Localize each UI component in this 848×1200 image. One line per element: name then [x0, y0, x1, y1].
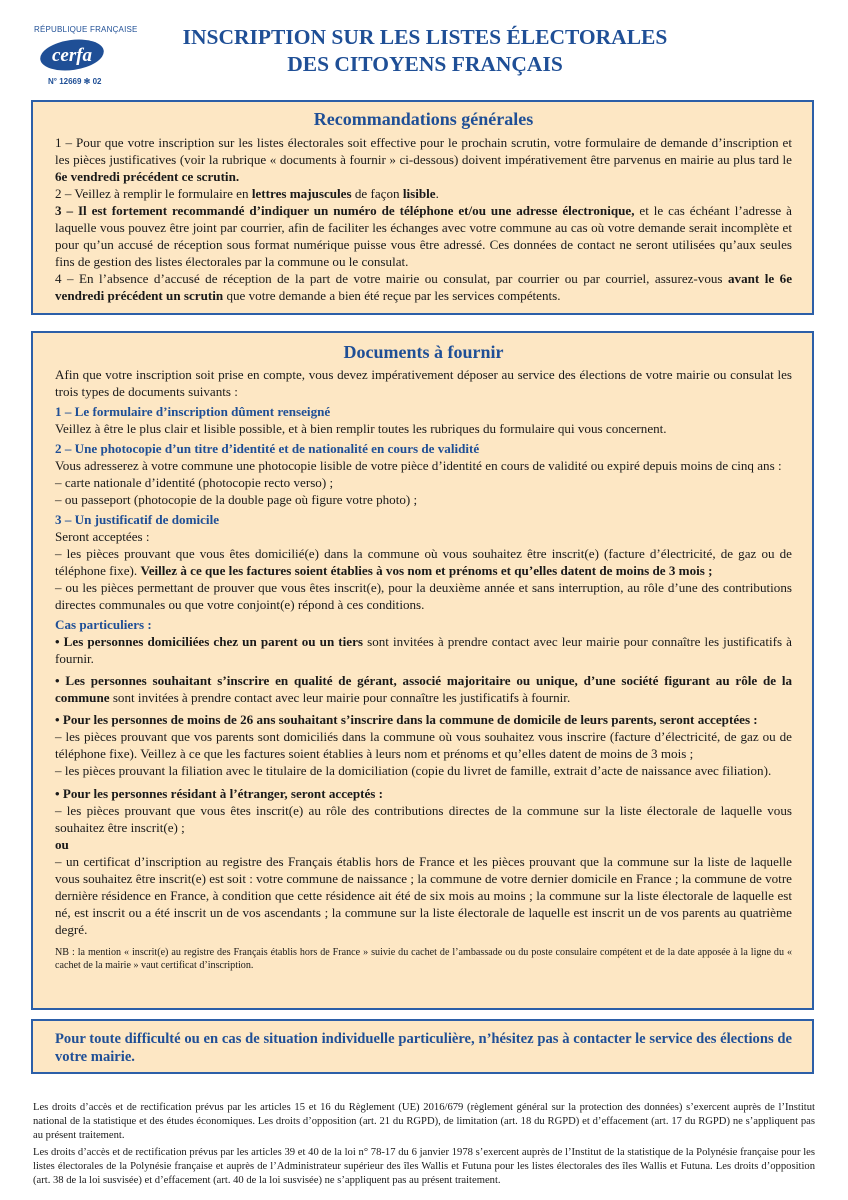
cas-4-or-text: ou [55, 837, 69, 852]
section-3-intro: Seront acceptées : [55, 529, 150, 544]
title-line-2: DES CITOYENS FRANÇAIS [287, 52, 563, 76]
contact-text: Pour toute difficulté ou en cas de situation individuelle particulière, n’hésitez pas à contacter le service des élections de votre mairie. [55, 1031, 792, 1065]
reco-item-2-text2: de façon [351, 186, 403, 201]
documents-intro: Afin que votre inscription soit prise en compte, vous devez impérativement déposer au service des élections de votre mairie ou consulat les trois types de documents suivants : [55, 367, 792, 399]
documents-title: Documents à fournir [343, 342, 504, 362]
legal-footer [33, 1101, 815, 1188]
reco-item-2-text: 2 – Veillez à remplir le formulaire en [55, 186, 252, 201]
form-header [0, 0, 848, 100]
cerfa-logo-text: cerfa [51, 45, 93, 66]
section-3-item-1-emph: Veillez à ce que les factures soient établies à vos nom et prénoms et qu’elles datent de moins de 3 mois ; [140, 563, 713, 578]
cas-particuliers-title: Cas particuliers : [55, 617, 152, 632]
section-2-item-1: – carte nationale d’identité (photocopie recto verso) ; [55, 475, 334, 490]
reco-item-2-emph2: lisible [402, 186, 436, 201]
cas-3-emph: • Pour les personnes de moins de 26 ans souhaitant s’inscrire dans la commune de domicile de leurs parents, seront acceptées : [55, 712, 758, 727]
reco-item-2 [55, 185, 792, 202]
section-1-text: Veillez à être le plus clair et lisible possible, et à bien remplir toutes les rubriques du formulaire qui vous concernent. [55, 421, 667, 436]
cas-3-title [55, 711, 792, 728]
section-3-item-1-text: – les pièces prouvant que vous êtes domicilié(e) dans la commune où vous souhaitez être inscrit(e) (facture d’électricité, de gaz ou de téléphone fixe). [55, 546, 792, 578]
cas-2-text: sont invitées à prendre contact avec leur mairie pour connaître les justificatifs à fournir. [109, 690, 571, 705]
reco-item-1-text: 1 – Pour que votre inscription sur les listes électorales soit effective pour le prochain scrutin, votre formulaire de demande d’inscription et les pièces justificatives (voir la rubrique « documents à fournir » ci-dessous) doivent impérativement être parvenus en mairie au plus tard le [55, 135, 792, 167]
cas-1-text: sont invitées à prendre contact avec leur mairie pour connaître les justificatifs à fournir. [55, 634, 792, 666]
recommandations-title: Recommandations générales [313, 109, 534, 129]
recommandations-box [31, 100, 814, 315]
reco-item-3 [55, 202, 792, 270]
documents-box [31, 331, 814, 1010]
section-2-title: 2 – Une photocopie d’un titre d’identité et de nationalité en cours de validité [55, 441, 480, 456]
contact-box [31, 1019, 814, 1074]
nb-note: NB : la mention « inscrit(e) au registre des Français établis hors de France » suivie du cachet de l’ambassade ou du poste consulaire compétent et de la date apposée à la ligne du « cachet de la mairie » vaut certificat d’inscription. [55, 947, 792, 971]
legal-paragraph-2: Les droits d’accès et de rectification prévus par les articles 39 et 40 de la loi n° 78-17 du 6 janvier 1978 s’exercent auprès de l’Institut de la statistique de la Polynésie française pour les listes électorales de la Polynésie française et auprès de l’Administrateur supérieur des îles Wallis et Futuna pour les listes électorales des îles Wallis et Futuna. Les droits d’opposition (art. 38 de la loi susvisée) et d’effacement (art. 40 de la loi susvisée) ne s’appliquent pas au présent traitement. [33, 1147, 815, 1186]
reco-item-2-end: . [435, 186, 439, 201]
reco-item-4 [55, 270, 792, 304]
cas-4-title [55, 785, 792, 802]
cas-1-emph: • Les personnes domiciliées chez un parent ou un tiers [55, 634, 364, 649]
section-3-item-2: – ou les pièces permettant de prouver que vous êtes inscrit(e), pour la deuxième année et sans interruption, au rôle d’une des contributions directes communales ou que votre conjoint(e) répond à ces conditions. [55, 580, 792, 612]
reco-item-4-end: que votre demande a bien été reçue par les services compétents. [223, 288, 561, 303]
republique-label: RÉPUBLIQUE FRANÇAISE [34, 25, 138, 34]
reco-item-3-text: et le cas échéant l’adresse à laquelle vous pouvez être joint par courrier, afin de faciliter les échanges avec votre commune au cas où votre demande serait incomplète et pour qu’un accusé de réception sous format numérique puisse vous être adressé. Ces données de contact ne seront utilisées qu’aux seules fins de gestion des listes électorales par la commune ou le consulat. [55, 203, 792, 269]
form-number: N° 12669 ✻ 02 [48, 77, 102, 86]
cas-2-emph: • Les personnes souhaitant s’inscrire en qualité de gérant, associé majoritaire ou unique, d’une société figurant au rôle de la commune [55, 673, 792, 705]
reco-item-2-emph1: lettres majuscules [251, 186, 352, 201]
cas-1 [55, 633, 792, 667]
section-1-title: 1 – Le formulaire d’inscription dûment renseigné [55, 404, 331, 419]
page-title [130, 24, 720, 78]
cas-3-item-2: – les pièces prouvant la filiation avec le titulaire de la domiciliation (copie du livret de famille, extrait d’acte de naissance avec filiation). [55, 763, 772, 778]
cas-4-item-2: – un certificat d’inscription au registre des Français établis hors de France et les pièces prouvant que la commune sur la liste de laquelle vous souhaitez être inscrit(e) est soit : votre commune de naissance ; la commune de votre dernier domicile en France ; la commune de votre dernière résidence en France, à condition que cette résidence ait été de six mois au moins ; la commune sur la liste électorale de laquelle est né, est inscrit ou a été inscrit un de vos ascendants ; la commune sur la liste électorale de laquelle est inscrit un de vos parents au quatrième degré. [55, 854, 792, 937]
cas-4-item-1: – les pièces prouvant que vous êtes inscrit(e) au rôle des contributions directes de la commune sur la liste électorale de laquelle vous souhaitez être inscrit(e) ; [55, 803, 792, 835]
cas-4-or [55, 836, 792, 853]
reco-item-4-emph: avant le 6e vendredi précédent un scrutin [55, 271, 793, 303]
title-line-1: INSCRIPTION SUR LES LISTES ÉLECTORALES [182, 25, 668, 49]
cas-4-emph: • Pour les personnes résidant à l’étranger, seront acceptés : [55, 786, 384, 801]
section-2-item-2: – ou passeport (photocopie de la double page où figure votre photo) ; [55, 492, 418, 507]
legal-paragraph-1: Les droits d’accès et de rectification prévus par les articles 15 et 16 du Règlement (UE) 2016/679 (règlement général sur la protection des données) s’exercent auprès de l’Institut national de la statistique et des études économiques. Les droits d’opposition (art. 21 du RGPD), de limitation (art. 18 du RGPD) et d’effacement (art. 17 du RGPD) ne s’appliquent pas au présent traitement. [33, 1102, 815, 1141]
reco-item-1 [55, 134, 792, 185]
section-3-item-1 [55, 545, 792, 579]
cerfa-logo [38, 38, 106, 72]
reco-item-4-text: 4 – En l’absence d’accusé de réception de la part de votre mairie ou consulat, par courrier ou par courriel, assurez-vous [55, 271, 728, 286]
section-3-title: 3 – Un justificatif de domicile [55, 512, 220, 527]
cas-2 [55, 672, 792, 706]
section-2-text: Vous adresserez à votre commune une photocopie lisible de votre pièce d’identité en cours de validité ou expiré depuis moins de cinq ans : [55, 458, 782, 473]
reco-item-3-emph: 3 – Il est fortement recommandé d’indiquer un numéro de téléphone et/ou une adresse électronique, [55, 203, 635, 218]
cas-3-item-1: – les pièces prouvant que vos parents sont domiciliés dans la commune où vous souhaitez vous inscrire (facture d’électricité, de gaz ou de téléphone fixe). Veillez à ce que les factures soient établies à leurs nom et prénoms et qu’elles datent de moins de 3 mois ; [55, 729, 792, 761]
reco-item-1-deadline: 6e vendredi précédent ce scrutin. [55, 169, 240, 184]
